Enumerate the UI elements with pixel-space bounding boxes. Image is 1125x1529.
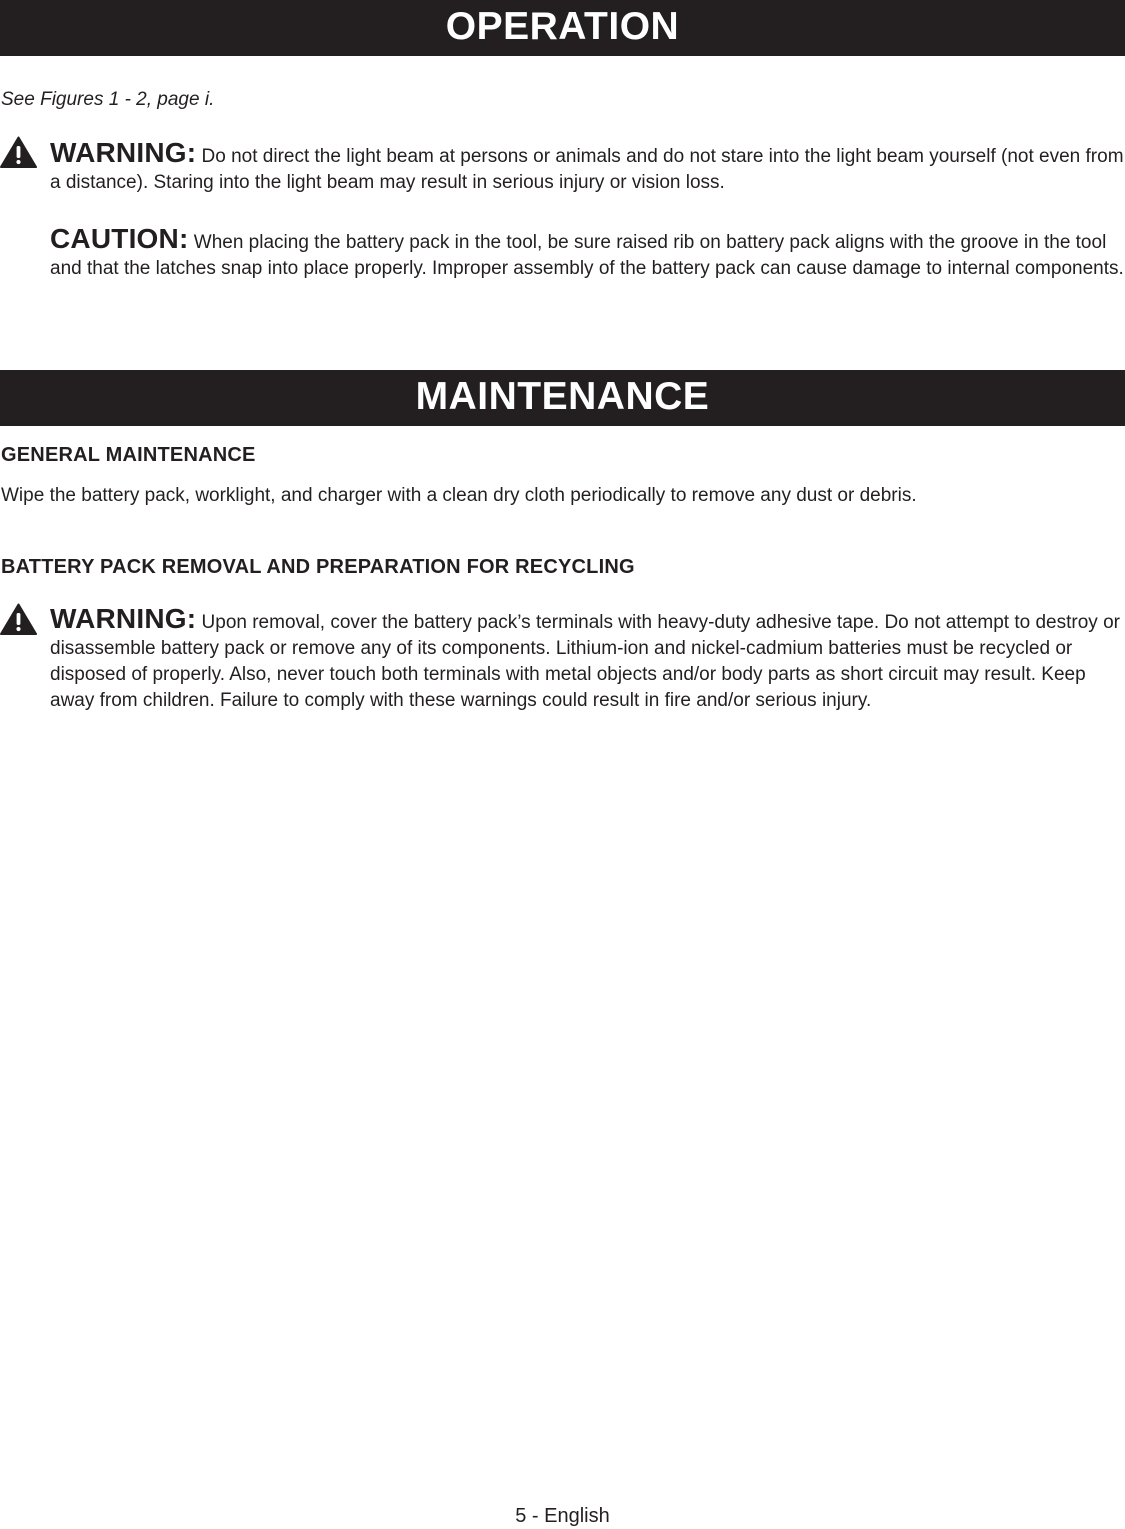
operation-warning-notice bbox=[50, 137, 1124, 196]
operation-caution-notice bbox=[50, 223, 1124, 282]
maintenance-warning-label: WARNING: bbox=[50, 603, 197, 634]
operation-warning-label: WARNING: bbox=[50, 137, 197, 168]
operation-caution-label: CAUTION: bbox=[50, 223, 189, 254]
operation-caution-text: When placing the battery pack in the tool, be sure raised rib on battery pack aligns with the groove in the tool and that the latches snap into place properly. Improper assembly of the battery pack can cause damage to internal components. bbox=[50, 232, 1124, 279]
operation-section-banner bbox=[0, 0, 1125, 56]
maintenance-warning-notice bbox=[50, 603, 1124, 714]
maintenance-title: MAINTENANCE bbox=[415, 375, 710, 418]
maintenance-warning-text: Upon removal, cover the battery pack’s terminals with heavy-duty adhesive tape. Do not attempt to destroy or disassemble battery pack or remove any of its components. Lithium-ion and nickel-cadmium batteries must be recycled or disposed of properly. Also, never touch both terminals with metal objects and/or body parts as short circuit may result. Keep away from children. Failure to comply with these warnings could result in fire and/or serious injury. bbox=[50, 612, 1120, 711]
operation-title: OPERATION bbox=[445, 5, 680, 48]
operation-warning-text: Do not direct the light beam at persons or animals and do not stare into the light beam yourself (not even from a distance). Staring into the light beam may result in serious injury or vision loss. bbox=[50, 146, 1124, 193]
maintenance-section-banner bbox=[0, 370, 1125, 426]
warning-triangle-icon bbox=[0, 603, 37, 635]
see-figures-note: See Figures 1 - 2, page i. bbox=[1, 89, 215, 110]
page-number: 5 - English bbox=[515, 1505, 610, 1527]
general-maintenance-heading: GENERAL MAINTENANCE bbox=[1, 444, 256, 466]
battery-recycling-heading: BATTERY PACK REMOVAL AND PREPARATION FOR RECYCLING bbox=[1, 556, 635, 578]
general-maintenance-text: Wipe the battery pack, worklight, and charger with a clean dry cloth periodically to remove any dust or debris. bbox=[1, 485, 917, 506]
warning-triangle-icon bbox=[0, 136, 37, 168]
